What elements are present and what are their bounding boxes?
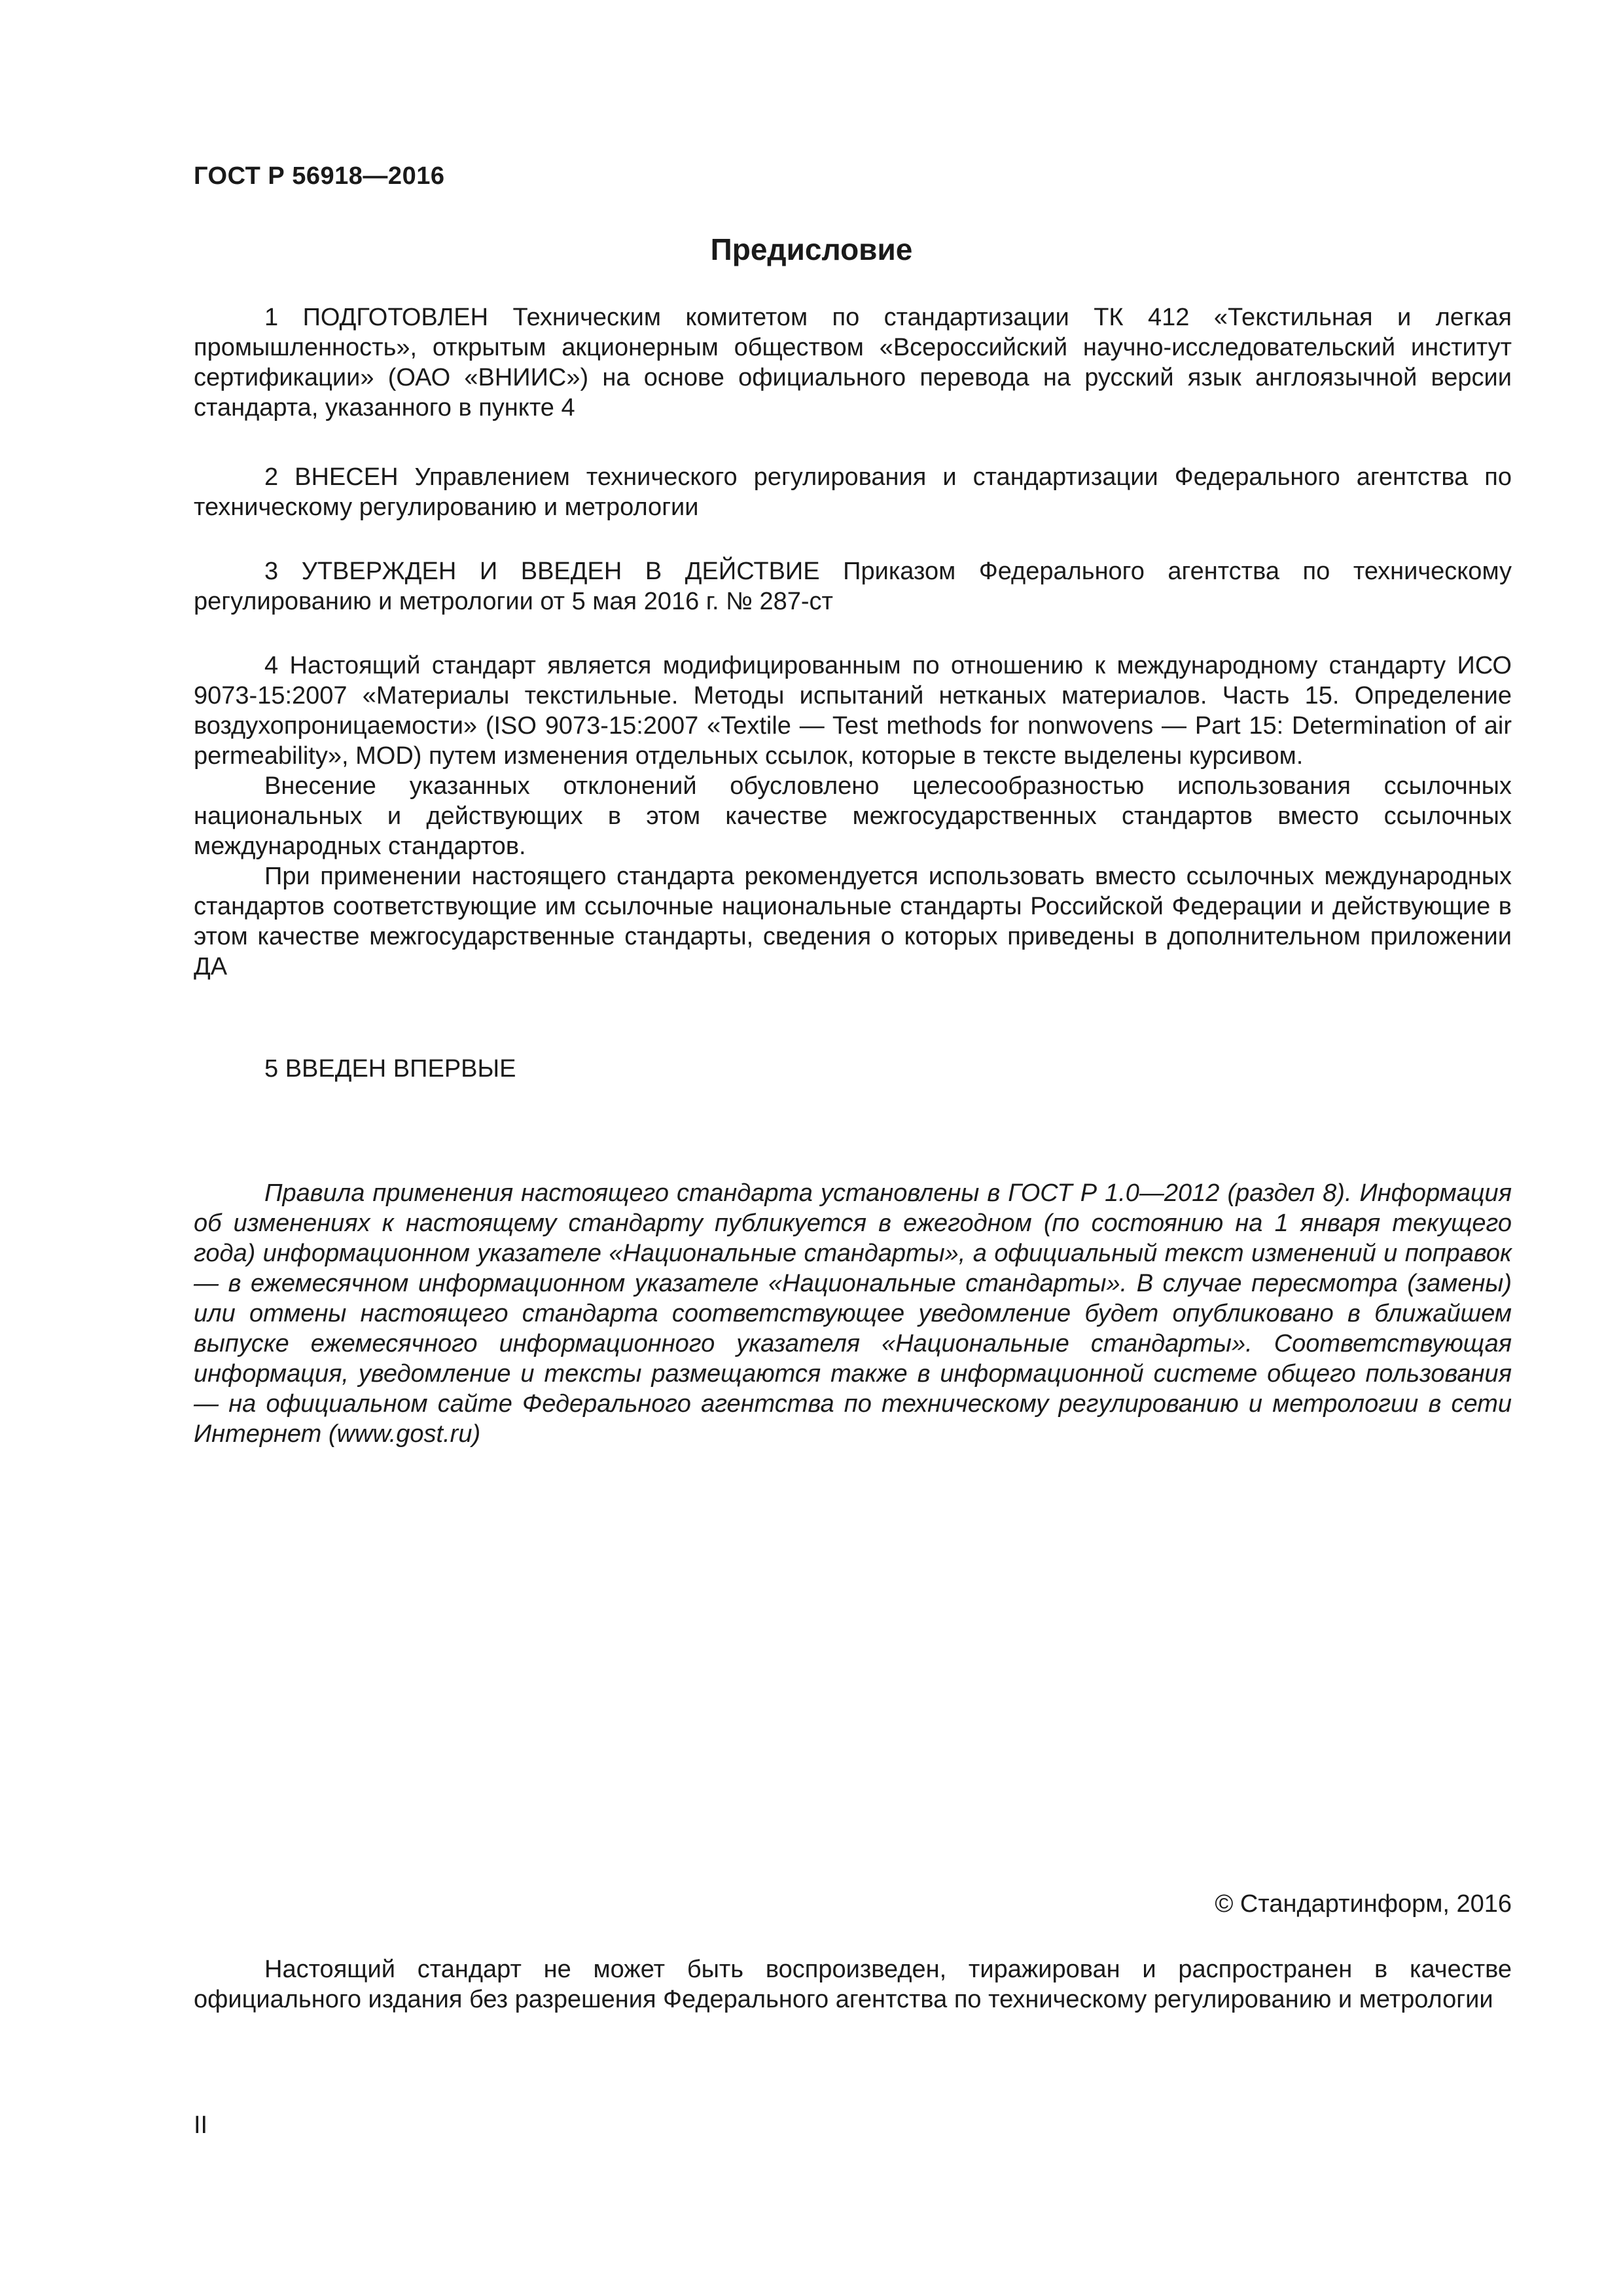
section-4-paragraph-1: 4 Настоящий стандарт является модифицированным по отношению к международному стандарту ИСО 9073-15:2007 «Материалы текстильные. Методы испытаний нетканых материалов. Часть 15. Определение воздухопроницаемости» (ISO 9073-15:2007 «Textile — Test methods for nonwovens — Part 15: Determination of air permeability», MOD) путем изменения отдельных ссылок, которые в тексте выделены курсивом. (194, 652, 1512, 770)
application-rules-notice (194, 1178, 1512, 1449)
section-2-text: 2 ВНЕСЕН Управлением технического регулирования и стандартизации Федерального агентства по техническому регулированию и метрологии (194, 463, 1512, 521)
section-modification (194, 651, 1512, 982)
section-4-paragraph-2: Внесение указанных отклонений обусловлено целесообразностью использования ссылочных национальных и действующих в этом качестве межгосударственных стандартов вместо ссылочных международных стандартов. (194, 772, 1512, 860)
section-first-introduced (194, 1054, 1512, 1084)
section-3-text: 3 УТВЕРЖДЕН И ВВЕДЕН В ДЕЙСТВИЕ Приказом Федерального агентства по техническому регулированию и метрологии от 5 мая 2016 г. № 287-ст (194, 558, 1512, 615)
reproduction-restriction (194, 1954, 1512, 2015)
notice-text: Правила применения настоящего стандарта установлены в ГОСТ Р 1.0—2012 (раздел 8). Информация об изменениях к настоящему стандарту публикуется в ежегодном (по состоянию на 1 января текущего года) информационном указателе «Национальные стандарты», а официальный текст изменений и поправок — в ежемесячном информационном указателе «Национальные стандарты». В случае пересмотра (замены) или отмены настоящего стандарта соответствующее уведомление будет опубликовано в ближайшем выпуске ежемесячного информационного указателя «Национальные стандарты». Соответствующая информация, уведомление и тексты размещаются также в информационной системе общего пользования — на официальном сайте Федерального агентства по техническому регулированию и метрологии в сети Интернет (www.gost.ru) (194, 1179, 1512, 1448)
section-4-paragraph-3: При применении настоящего стандарта рекомендуется использовать вместо ссылочных международных стандартов соответствующие им ссылочные национальные стандарты Российской Федерации и действующие в этом качестве межгосударственные стандарты, сведения о которых приведены в дополнительном приложении ДА (194, 863, 1512, 980)
section-5-text: 5 ВВЕДЕН ВПЕРВЫЕ (264, 1055, 516, 1083)
copyright-line: © Стандартинформ, 2016 (1215, 1890, 1512, 1918)
section-introduced (194, 462, 1512, 522)
section-1-text: 1 ПОДГОТОВЛЕН Техническим комитетом по стандартизации ТК 412 «Текстильная и легкая промышленность», открытым акционерным обществом «Всероссийский научно-исследовательский институт сертификации» (ОАО «ВНИИС») на основе официального перевода на русский язык англоязычной версии стандарта, указанного в пункте 4 (194, 304, 1512, 422)
section-prepared (194, 302, 1512, 423)
section-approved (194, 556, 1512, 617)
standard-code: ГОСТ Р 56918—2016 (194, 162, 445, 190)
restriction-text: Настоящий стандарт не может быть воспроизведен, тиражирован и распространен в качестве официального издания без разрешения Федерального агентства по техническому регулированию и метрологии (194, 1956, 1512, 2013)
page-number: II (194, 2111, 208, 2139)
page-title: Предисловие (710, 232, 913, 266)
